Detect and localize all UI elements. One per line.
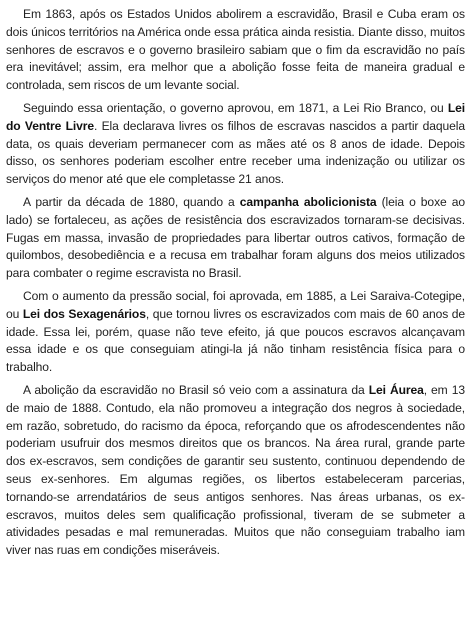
paragraph-5-text-a: A abolição da escravidão no Brasil só veio com a assinatura da bbox=[23, 382, 369, 397]
term-lei-do-ventre-livre: Lei do Ventre Livre bbox=[6, 100, 465, 133]
paragraph-3-text-a: A partir da década de 1880, quando a bbox=[23, 194, 240, 209]
paragraph-4-text-a: Com o aumento da pressão social, foi aprovada, em 1885, a Lei Saraiva-Cotegipe, ou bbox=[6, 288, 465, 321]
term-campanha-abolicionista: campanha abolicionista bbox=[239, 194, 377, 209]
paragraph-1-text: Em 1863, após os Estados Unidos abolirem a escravidão, Brasil e Cuba eram os dois únicos territórios na América onde essa prática ainda resistia. Diante disso, muitos senhores de escravos e o governo brasileiro sabiam que o fim da escravidão no país era inevitável; assim, era melhor que a abolição fosse feita de maneira gradual e controlada, sem riscos de um levante social. bbox=[6, 7, 465, 93]
paragraph-2 bbox=[6, 100, 465, 189]
paragraph-2-text-a: Seguindo essa orientação, o governo aprovou, em 1871, a Lei Rio Branco, ou bbox=[23, 100, 448, 115]
paragraph-3 bbox=[6, 194, 465, 283]
paragraph-3-text-b: (leia o boxe ao lado) se fortaleceu, as ações de resistência dos escravizados tornaram-se decisivas. Fugas em massa, invasão de propriedades para libertar outros cativos, formação de quilombos, desobediência e a recusa em trabalhar foram alguns dos meios utilizados para combater o regime escravista no Brasil. bbox=[6, 194, 465, 281]
paragraph-4 bbox=[6, 288, 465, 377]
paragraph-2-text-b: . Ela declarava livres os filhos de escravas nascidos a partir daquela data, os quais deveriam permanecer com as mães até os 8 anos de idade. Depois disso, os senhores poderiam escolher entre receber uma indenização ou utilizar os serviços do menor até que ele completasse 21 anos. bbox=[6, 118, 465, 187]
paragraph-1 bbox=[6, 6, 465, 95]
paragraph-4-text-b: , que tornou livres os escravizados com mais de 60 anos de idade. Essa lei, porém, quase não teve efeito, já que poucos escravos alcançavam essa idade e os que conseguiam atingi-la já não tinham resistência física para o trabalho. bbox=[6, 306, 465, 375]
term-lei-aurea: Lei Áurea bbox=[368, 382, 424, 397]
term-lei-dos-sexagenarios: Lei dos Sexagenários bbox=[22, 306, 146, 321]
paragraph-5-text-b: , em 13 de maio de 1888. Contudo, ela não promoveu a integração dos negros à sociedade, em razão, sobretudo, do racismo da época, reforçando que os afrodescendentes não poderiam usufruir dos mesmos direitos que os brancos. Na área rural, grande parte dos ex-escravos, sem condições de garantir seu sustento, continuou dependendo de seus ex-senhores. Em algumas regiões, os libertos estabeleceram parcerias, tornando-se arrendatários de seus antigos senhores. Nas áreas urbanas, os ex-escravos, muitos deles sem qualificação profissional, tiveram de se submeter a atividades pesadas e mal remuneradas. Muitos que não conseguiam trabalho iam viver nas ruas em condições miseráveis. bbox=[6, 382, 465, 558]
paragraph-5 bbox=[6, 382, 465, 560]
